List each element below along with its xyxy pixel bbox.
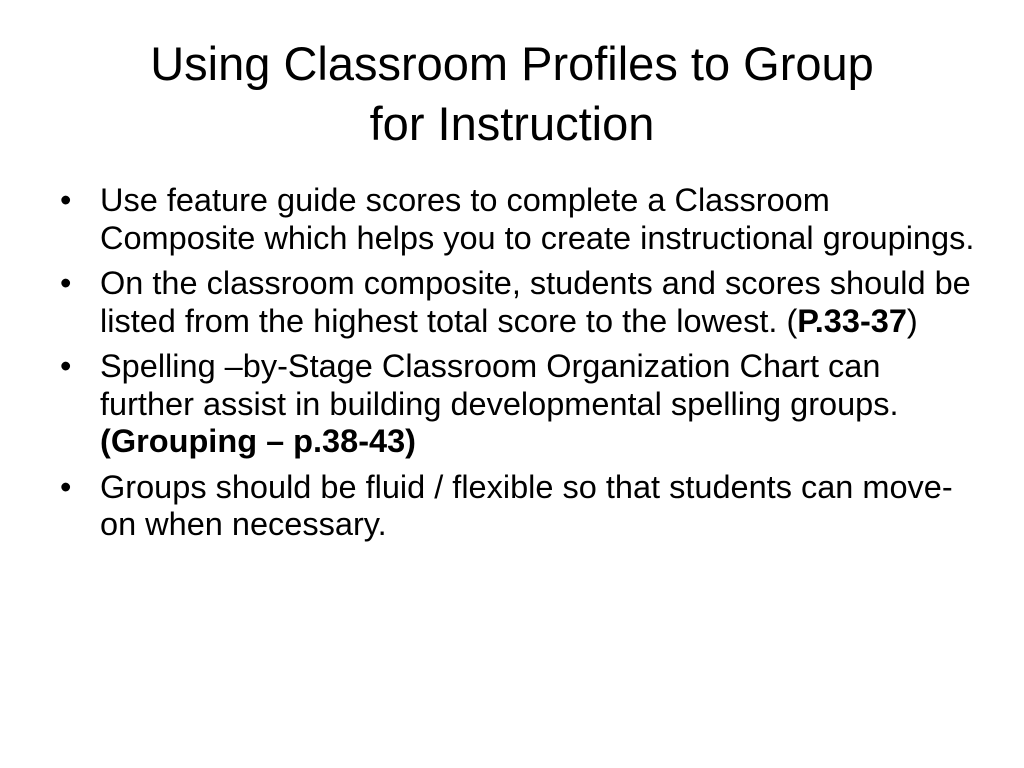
slide-title bbox=[40, 34, 984, 154]
bullet-list bbox=[60, 182, 980, 552]
bullet-item-spelling-by-stage bbox=[60, 348, 980, 461]
bullet-dot-icon: • bbox=[60, 182, 72, 218]
bullet-text: Groups should be fluid / flexible so that students can move-on when necessary. bbox=[100, 468, 953, 542]
bullet-text: On the classroom composite, students and scores should be listed from the highest total score to the lowest. ( bbox=[100, 265, 971, 339]
bullet-dot-icon: • bbox=[60, 468, 72, 505]
bullet-item-fluid-groups bbox=[60, 469, 980, 544]
bullet-text-closing: ) bbox=[906, 302, 918, 339]
bullet-item-feature-guide bbox=[60, 182, 980, 257]
slide-title-line-1: Using Classroom Profiles to Group bbox=[150, 37, 874, 90]
slide-title-line-2: for Instruction bbox=[369, 97, 655, 150]
bullet-grouping-reference: (Grouping – p.38-43) bbox=[100, 423, 417, 459]
bullet-item-classroom-composite bbox=[60, 265, 980, 340]
bullet-text: Spelling –by-Stage Classroom Organization Chart can further assist in building developmental spelling groups. bbox=[100, 348, 899, 422]
bullet-dot-icon: • bbox=[60, 265, 72, 301]
bullet-page-reference: P.33-37 bbox=[797, 302, 907, 339]
bullet-dot-icon: • bbox=[60, 348, 72, 384]
bullet-text: Use feature guide scores to complete a Classroom Composite which helps you to create instructional groupings. bbox=[100, 182, 975, 256]
